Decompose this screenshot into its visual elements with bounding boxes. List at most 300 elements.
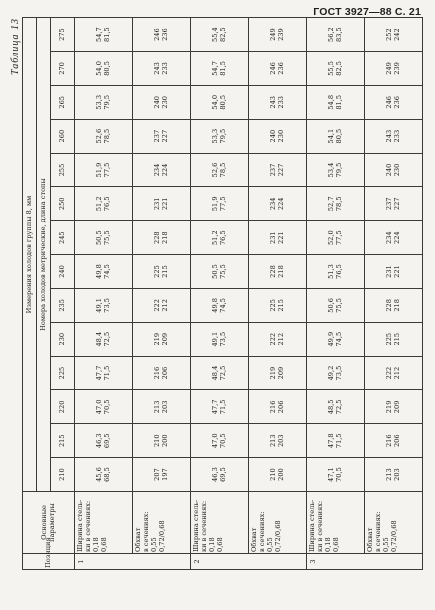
value-line: 216	[384, 434, 393, 448]
value-line: 76,5	[102, 196, 111, 212]
value-line: 219	[268, 366, 277, 380]
value-line: 224	[392, 231, 401, 244]
value-cell	[75, 424, 133, 458]
value-line: 221	[392, 265, 401, 278]
value-line: 203	[276, 434, 285, 448]
parameter-line: Ширина стель-	[308, 499, 316, 552]
value-cell	[365, 187, 423, 221]
value-line: 215	[392, 332, 401, 346]
size-column-header: 210	[51, 458, 75, 492]
value-cell	[249, 390, 307, 424]
value-cell	[133, 85, 191, 119]
value-line: 219	[152, 332, 161, 346]
value-line: 56,2	[326, 27, 335, 42]
parameter-line: 0,68	[215, 537, 224, 552]
value-line: 222	[152, 299, 161, 312]
value-line: 77,5	[102, 162, 111, 178]
value-line: 80,5	[102, 61, 111, 76]
value-line: 225	[268, 299, 277, 312]
value-line: 78,5	[334, 196, 343, 212]
value-line: 74,5	[334, 331, 343, 347]
value-line: 49,2	[326, 365, 335, 381]
value-line: 51,9	[94, 162, 103, 178]
value-line: 206	[276, 400, 285, 414]
size-column-header: 265	[51, 85, 75, 119]
value-cell	[133, 52, 191, 86]
value-line: 75,5	[102, 230, 111, 246]
value-line: 81,5	[102, 27, 111, 42]
value-line: 246	[268, 62, 277, 75]
value-cell	[307, 119, 365, 153]
value-cell	[307, 322, 365, 356]
value-line: 210	[268, 468, 277, 481]
value-line: 213	[384, 468, 393, 481]
size-column-header: 240	[51, 255, 75, 289]
parameter-line: Ширина стель-	[192, 499, 200, 552]
value-cell	[249, 85, 307, 119]
position-number: 2	[191, 554, 307, 570]
value-cell	[133, 153, 191, 187]
value-line: 72,5	[334, 399, 343, 415]
value-cell	[365, 85, 423, 119]
value-cell	[75, 255, 133, 289]
value-line: 227	[392, 197, 401, 211]
value-cell	[191, 52, 249, 86]
parameter-line: Обхват	[134, 527, 142, 552]
table-row	[365, 18, 423, 570]
value-line: 54,8	[326, 94, 335, 110]
parameter-line: в сечениях:	[257, 511, 266, 552]
value-line: 52,7	[326, 196, 335, 212]
value-cell	[75, 221, 133, 255]
value-line: 206	[160, 366, 169, 380]
header-parameters: Основные параметры	[23, 492, 75, 554]
value-line: 70,5	[102, 399, 111, 415]
value-cell	[249, 119, 307, 153]
value-line: 48,4	[94, 331, 103, 347]
value-line: 79,5	[102, 94, 111, 110]
value-line: 224	[276, 197, 285, 211]
value-line: 54,7	[94, 27, 103, 42]
value-line: 203	[392, 468, 401, 481]
header-sizes-title: Номера холодов метрические, длина стопы	[37, 18, 51, 492]
value-cell	[75, 288, 133, 322]
value-line: 83,5	[334, 27, 343, 42]
value-line: 249	[268, 28, 277, 41]
parameter-line: 0,68	[99, 537, 108, 552]
value-cell	[191, 85, 249, 119]
value-line: 200	[276, 468, 285, 481]
value-cell	[307, 390, 365, 424]
value-line: 252	[384, 28, 393, 41]
value-line: 246	[384, 96, 393, 109]
value-cell	[75, 187, 133, 221]
value-line: 219	[384, 400, 393, 414]
value-cell	[133, 288, 191, 322]
value-cell	[307, 18, 365, 52]
table-row	[75, 18, 133, 570]
parameter-cell	[75, 492, 133, 554]
value-line: 228	[384, 299, 393, 312]
value-line: 210	[152, 434, 161, 448]
value-line: 54,1	[326, 128, 335, 144]
value-line: 239	[276, 28, 285, 41]
value-cell	[191, 356, 249, 390]
parameter-line: 0,72/0,68	[157, 520, 166, 552]
page-header: ГОСТ 3927—88 С. 21	[313, 6, 421, 18]
value-line: 80,5	[218, 94, 227, 110]
size-column-header: 215	[51, 424, 75, 458]
parameter-cell	[249, 492, 307, 554]
parameter-line: ки в сечениях:	[83, 500, 92, 552]
value-cell	[75, 458, 133, 492]
value-line: 209	[392, 400, 401, 414]
value-line: 52,0	[326, 230, 335, 246]
size-column-header: 230	[51, 322, 75, 356]
value-line: 82,5	[218, 27, 227, 42]
value-line: 71,5	[102, 365, 111, 381]
value-line: 234	[268, 197, 277, 211]
header-position: Позиция	[23, 554, 75, 570]
value-line: 54,0	[94, 61, 103, 76]
value-line: 82,5	[334, 61, 343, 76]
value-cell	[133, 390, 191, 424]
value-line: 80,5	[334, 128, 343, 144]
value-line: 49,1	[210, 331, 219, 347]
value-cell	[191, 153, 249, 187]
value-cell	[191, 221, 249, 255]
value-line: 212	[160, 299, 169, 312]
value-cell	[75, 52, 133, 86]
value-line: 51,3	[326, 264, 335, 279]
value-line: 49,1	[94, 298, 103, 313]
value-line: 225	[384, 332, 393, 346]
value-line: 222	[268, 332, 277, 346]
value-cell	[249, 322, 307, 356]
value-line: 53,3	[210, 128, 219, 144]
value-line: 49,9	[326, 331, 335, 347]
value-cell	[365, 424, 423, 458]
value-line: 73,5	[102, 298, 111, 313]
value-cell	[365, 18, 423, 52]
size-column-header: 225	[51, 356, 75, 390]
value-line: 49,8	[210, 298, 219, 313]
value-cell	[249, 187, 307, 221]
value-line: 231	[268, 231, 277, 244]
value-line: 75,5	[334, 298, 343, 313]
size-column-header: 260	[51, 119, 75, 153]
value-line: 77,5	[334, 230, 343, 246]
value-cell	[75, 322, 133, 356]
value-cell	[365, 255, 423, 289]
parameter-cell	[191, 492, 249, 554]
value-line: 236	[276, 62, 285, 75]
value-cell	[133, 221, 191, 255]
value-cell	[365, 221, 423, 255]
value-line: 72,5	[102, 331, 111, 347]
value-line: 237	[268, 163, 277, 177]
value-line: 79,5	[334, 162, 343, 178]
value-line: 68,5	[102, 467, 111, 482]
value-line: 47,7	[210, 399, 219, 415]
parameter-line: 0,55	[149, 537, 158, 552]
size-column-header: 275	[51, 18, 75, 52]
value-line: 227	[160, 129, 169, 143]
value-cell	[307, 187, 365, 221]
value-cell	[191, 18, 249, 52]
parameter-cell	[307, 492, 365, 554]
value-line: 231	[384, 265, 393, 278]
parameter-line: 0,18	[323, 537, 332, 552]
value-line: 207	[152, 468, 161, 481]
parameter-line: ки в сечениях:	[199, 500, 208, 552]
value-line: 230	[160, 96, 169, 109]
value-line: 237	[384, 197, 393, 211]
table-row	[307, 18, 365, 570]
value-line: 215	[276, 299, 285, 312]
value-cell	[133, 458, 191, 492]
value-cell	[365, 153, 423, 187]
value-line: 216	[152, 366, 161, 380]
table-row	[249, 18, 307, 570]
value-cell	[365, 390, 423, 424]
value-line: 227	[276, 163, 285, 177]
parameter-line: 0,55	[381, 537, 390, 552]
value-line: 71,5	[218, 399, 227, 415]
parameter-line: в сечениях:	[373, 511, 382, 552]
value-line: 209	[160, 332, 169, 346]
value-cell	[365, 458, 423, 492]
parameter-cell	[365, 492, 423, 554]
value-line: 200	[160, 434, 169, 448]
value-line: 54,7	[210, 61, 219, 76]
value-cell	[365, 322, 423, 356]
data-table	[22, 17, 423, 570]
value-line: 78,5	[102, 128, 111, 144]
value-line: 237	[152, 129, 161, 143]
parameter-line: в сечениях:	[141, 511, 150, 552]
size-column-header: 245	[51, 221, 75, 255]
value-cell	[191, 119, 249, 153]
value-cell	[249, 221, 307, 255]
value-line: 47,0	[210, 433, 219, 449]
parameter-cell	[133, 492, 191, 554]
value-line: 76,5	[334, 264, 343, 279]
value-line: 54,0	[210, 94, 219, 110]
value-line: 221	[160, 197, 169, 211]
value-line: 197	[160, 468, 169, 481]
value-cell	[191, 390, 249, 424]
value-line: 243	[152, 62, 161, 75]
size-header-row	[51, 18, 75, 570]
value-line: 46,3	[94, 433, 103, 449]
value-line: 71,5	[334, 433, 343, 449]
value-line: 230	[276, 129, 285, 143]
value-line: 225	[152, 265, 161, 278]
parameter-line: Обхват	[250, 527, 258, 552]
parameter-line: 0,18	[207, 537, 216, 552]
value-line: 51,9	[210, 196, 219, 212]
value-cell	[249, 356, 307, 390]
value-line: 203	[160, 400, 169, 414]
value-line: 50,5	[94, 230, 103, 246]
position-number: 3	[307, 554, 423, 570]
table-row	[133, 18, 191, 570]
value-line: 218	[392, 299, 401, 312]
value-line: 48,4	[210, 365, 219, 381]
value-line: 77,5	[218, 196, 227, 212]
value-cell	[307, 52, 365, 86]
value-cell	[191, 288, 249, 322]
value-line: 81,5	[218, 61, 227, 76]
value-line: 49,8	[94, 264, 103, 279]
parameter-line: 0,18	[91, 537, 100, 552]
parameter-line: Ширина стель-	[76, 499, 84, 552]
value-line: 55,5	[326, 61, 335, 76]
value-cell	[75, 153, 133, 187]
value-line: 224	[160, 163, 169, 177]
value-line: 73,5	[334, 365, 343, 381]
value-line: 79,5	[218, 128, 227, 144]
parameter-line: Обхват	[366, 527, 374, 552]
value-cell	[307, 458, 365, 492]
size-column-header: 255	[51, 153, 75, 187]
header-group-title: Измерения холодов группы 8, мм	[23, 18, 37, 492]
value-cell	[75, 18, 133, 52]
value-line: 45,6	[94, 467, 103, 482]
value-line: 228	[152, 231, 161, 244]
parameter-line: 0,72/0,68	[389, 520, 398, 552]
size-column-header: 220	[51, 390, 75, 424]
value-line: 215	[160, 265, 169, 278]
value-line: 51,2	[94, 196, 103, 212]
value-line: 240	[384, 163, 393, 177]
value-line: 243	[268, 96, 277, 109]
value-line: 233	[160, 62, 169, 75]
value-cell	[133, 322, 191, 356]
value-line: 52,6	[210, 162, 219, 178]
value-line: 50,5	[210, 264, 219, 279]
value-line: 213	[268, 434, 277, 448]
value-cell	[307, 153, 365, 187]
value-line: 246	[152, 28, 161, 41]
value-line: 47,8	[326, 433, 335, 449]
value-cell	[307, 288, 365, 322]
value-line: 47,1	[326, 467, 335, 482]
value-line: 50,6	[326, 298, 335, 313]
value-line: 233	[276, 96, 285, 109]
value-cell	[307, 356, 365, 390]
value-line: 218	[276, 265, 285, 278]
parameter-line: 0,55	[265, 537, 274, 552]
value-line: 236	[160, 28, 169, 41]
value-cell	[307, 85, 365, 119]
value-cell	[365, 356, 423, 390]
parameter-line: 0,72/0,68	[273, 520, 282, 552]
value-line: 74,5	[218, 298, 227, 313]
value-cell	[133, 119, 191, 153]
value-line: 240	[268, 129, 277, 143]
value-cell	[75, 390, 133, 424]
value-line: 52,6	[94, 128, 103, 144]
value-line: 75,5	[218, 264, 227, 279]
value-line: 230	[392, 163, 401, 177]
value-line: 228	[268, 265, 277, 278]
value-cell	[249, 424, 307, 458]
value-line: 47,7	[94, 365, 103, 381]
value-line: 69,5	[218, 467, 227, 482]
value-line: 69,5	[102, 433, 111, 449]
value-line: 213	[152, 400, 161, 414]
value-cell	[75, 356, 133, 390]
value-line: 76,5	[218, 230, 227, 246]
value-cell	[75, 85, 133, 119]
value-cell	[249, 18, 307, 52]
value-cell	[249, 288, 307, 322]
value-line: 216	[268, 400, 277, 414]
value-line: 222	[384, 366, 393, 380]
position-number: 1	[75, 554, 191, 570]
value-cell	[307, 221, 365, 255]
value-cell	[365, 52, 423, 86]
table-row	[191, 18, 249, 570]
value-line: 221	[276, 231, 285, 244]
value-cell	[249, 153, 307, 187]
value-cell	[249, 458, 307, 492]
value-cell	[307, 424, 365, 458]
value-cell	[191, 187, 249, 221]
value-line: 55,4	[210, 27, 219, 42]
value-line: 81,5	[334, 94, 343, 110]
value-line: 218	[160, 231, 169, 244]
value-cell	[249, 255, 307, 289]
value-line: 212	[392, 366, 401, 380]
value-cell	[365, 288, 423, 322]
value-line: 212	[276, 332, 285, 346]
value-line: 53,3	[94, 94, 103, 110]
value-line: 72,5	[218, 365, 227, 381]
value-line: 243	[384, 129, 393, 143]
value-cell	[191, 424, 249, 458]
value-cell	[133, 255, 191, 289]
value-cell	[133, 356, 191, 390]
value-line: 234	[152, 163, 161, 177]
value-cell	[249, 52, 307, 86]
size-column-header: 270	[51, 52, 75, 86]
size-column-header: 250	[51, 187, 75, 221]
value-line: 78,5	[218, 162, 227, 178]
parameter-line: 0,68	[331, 537, 340, 552]
value-cell	[191, 322, 249, 356]
value-cell	[365, 119, 423, 153]
value-line: 47,0	[94, 399, 103, 415]
value-line: 70,5	[334, 467, 343, 482]
value-cell	[191, 458, 249, 492]
value-line: 70,5	[218, 433, 227, 449]
value-line: 242	[392, 28, 401, 41]
value-line: 239	[392, 62, 401, 75]
value-line: 234	[384, 231, 393, 244]
value-line: 73,5	[218, 331, 227, 347]
size-column-header: 235	[51, 288, 75, 322]
value-line: 209	[276, 366, 285, 380]
value-cell	[133, 424, 191, 458]
value-line: 74,5	[102, 264, 111, 279]
rotated-table-area	[8, 18, 422, 570]
value-line: 231	[152, 197, 161, 211]
value-line: 48,5	[326, 399, 335, 415]
value-line: 236	[392, 96, 401, 109]
